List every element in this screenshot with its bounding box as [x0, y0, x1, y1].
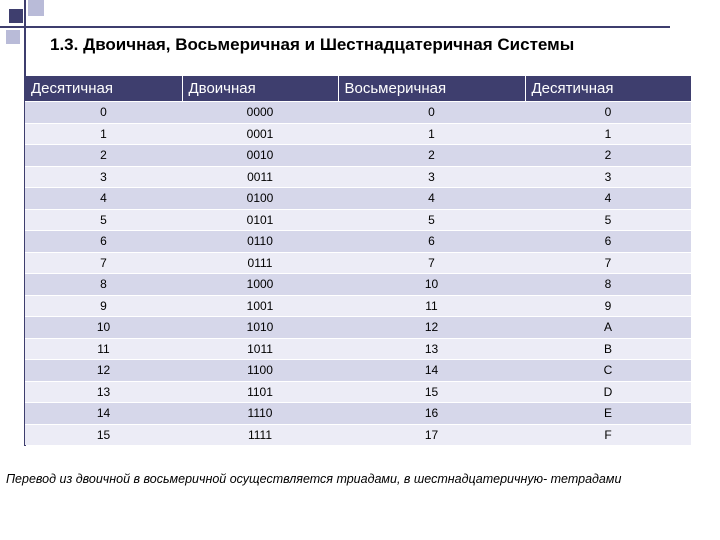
table-cell: 14: [338, 360, 525, 382]
table-row: [25, 252, 691, 274]
table-cell: 7: [25, 252, 182, 274]
table-cell: 1: [525, 123, 691, 145]
table-row: [25, 145, 691, 167]
table-cell: E: [525, 403, 691, 425]
header-hex: Десятичная: [525, 76, 691, 102]
table-cell: 1000: [182, 274, 338, 296]
table-cell: 1101: [182, 381, 338, 403]
table-cell: 5: [525, 209, 691, 231]
table-row: [25, 166, 691, 188]
table-cell: 0: [525, 102, 691, 124]
table-cell: 11: [338, 295, 525, 317]
table-row: [25, 231, 691, 253]
table-row: [25, 360, 691, 382]
table-cell: 1100: [182, 360, 338, 382]
header-binary: Двоичная: [182, 76, 338, 102]
table-row: [25, 381, 691, 403]
table-row: [25, 209, 691, 231]
table-cell: F: [525, 424, 691, 445]
table-cell: 7: [338, 252, 525, 274]
table-cell: 12: [25, 360, 182, 382]
table-cell: D: [525, 381, 691, 403]
table-cell: 10: [25, 317, 182, 339]
table-cell: 2: [525, 145, 691, 167]
table-cell: A: [525, 317, 691, 339]
table-cell: 9: [525, 295, 691, 317]
table-header-row: [25, 76, 691, 102]
table-cell: 5: [25, 209, 182, 231]
table-cell: 5: [338, 209, 525, 231]
table-cell: 1010: [182, 317, 338, 339]
corner-square-dark: [9, 9, 23, 23]
table-cell: 8: [25, 274, 182, 296]
table-cell: 6: [338, 231, 525, 253]
table-cell: 0011: [182, 166, 338, 188]
table-cell: 1011: [182, 338, 338, 360]
table-cell: 0000: [182, 102, 338, 124]
top-rule: [0, 26, 670, 28]
table-cell: 8: [525, 274, 691, 296]
table-cell: 9: [25, 295, 182, 317]
table-cell: 0: [338, 102, 525, 124]
table-cell: 0001: [182, 123, 338, 145]
table-cell: 1: [25, 123, 182, 145]
table-cell: 1001: [182, 295, 338, 317]
table-cell: 7: [525, 252, 691, 274]
table-cell: 3: [525, 166, 691, 188]
table-cell: 6: [525, 231, 691, 253]
table-body: [25, 102, 691, 446]
table-cell: 16: [338, 403, 525, 425]
table-row: [25, 317, 691, 339]
table-cell: B: [525, 338, 691, 360]
table-cell: 0010: [182, 145, 338, 167]
footnote: Перевод из двоичной в восьмеричной осуществляется триадами, в шестнадцатеричную- тетрадами: [6, 472, 622, 486]
header-octal: Восьмеричная: [338, 76, 525, 102]
table-cell: 14: [25, 403, 182, 425]
table-cell: 17: [338, 424, 525, 445]
table-cell: 15: [338, 381, 525, 403]
table-cell: 10: [338, 274, 525, 296]
table-row: [25, 424, 691, 445]
table-cell: 2: [338, 145, 525, 167]
table-cell: 13: [25, 381, 182, 403]
table-row: [25, 123, 691, 145]
table-cell: 0101: [182, 209, 338, 231]
table-cell: 1111: [182, 424, 338, 445]
table-row: [25, 188, 691, 210]
corner-square-light-small: [6, 30, 20, 44]
table-row: [25, 274, 691, 296]
table-cell: 4: [25, 188, 182, 210]
table-cell: 4: [525, 188, 691, 210]
table-cell: 0110: [182, 231, 338, 253]
corner-square-light: [28, 0, 44, 16]
table-cell: 3: [338, 166, 525, 188]
table-cell: C: [525, 360, 691, 382]
table-cell: 1110: [182, 403, 338, 425]
table-cell: 1: [338, 123, 525, 145]
table-cell: 12: [338, 317, 525, 339]
table-row: [25, 295, 691, 317]
table-cell: 3: [25, 166, 182, 188]
table-cell: 4: [338, 188, 525, 210]
table-cell: 2: [25, 145, 182, 167]
page-title: 1.3. Двоичная, Восьмеричная и Шестнадцатеричная Системы: [50, 35, 575, 54]
table-row: [25, 102, 691, 124]
table-cell: 15: [25, 424, 182, 445]
table-cell: 0111: [182, 252, 338, 274]
table-cell: 13: [338, 338, 525, 360]
table-cell: 0: [25, 102, 182, 124]
header-decimal: Десятичная: [25, 76, 182, 102]
table-cell: 6: [25, 231, 182, 253]
conversion-table: [25, 76, 692, 445]
table-row: [25, 338, 691, 360]
table-cell: 0100: [182, 188, 338, 210]
table-cell: 11: [25, 338, 182, 360]
table-row: [25, 403, 691, 425]
